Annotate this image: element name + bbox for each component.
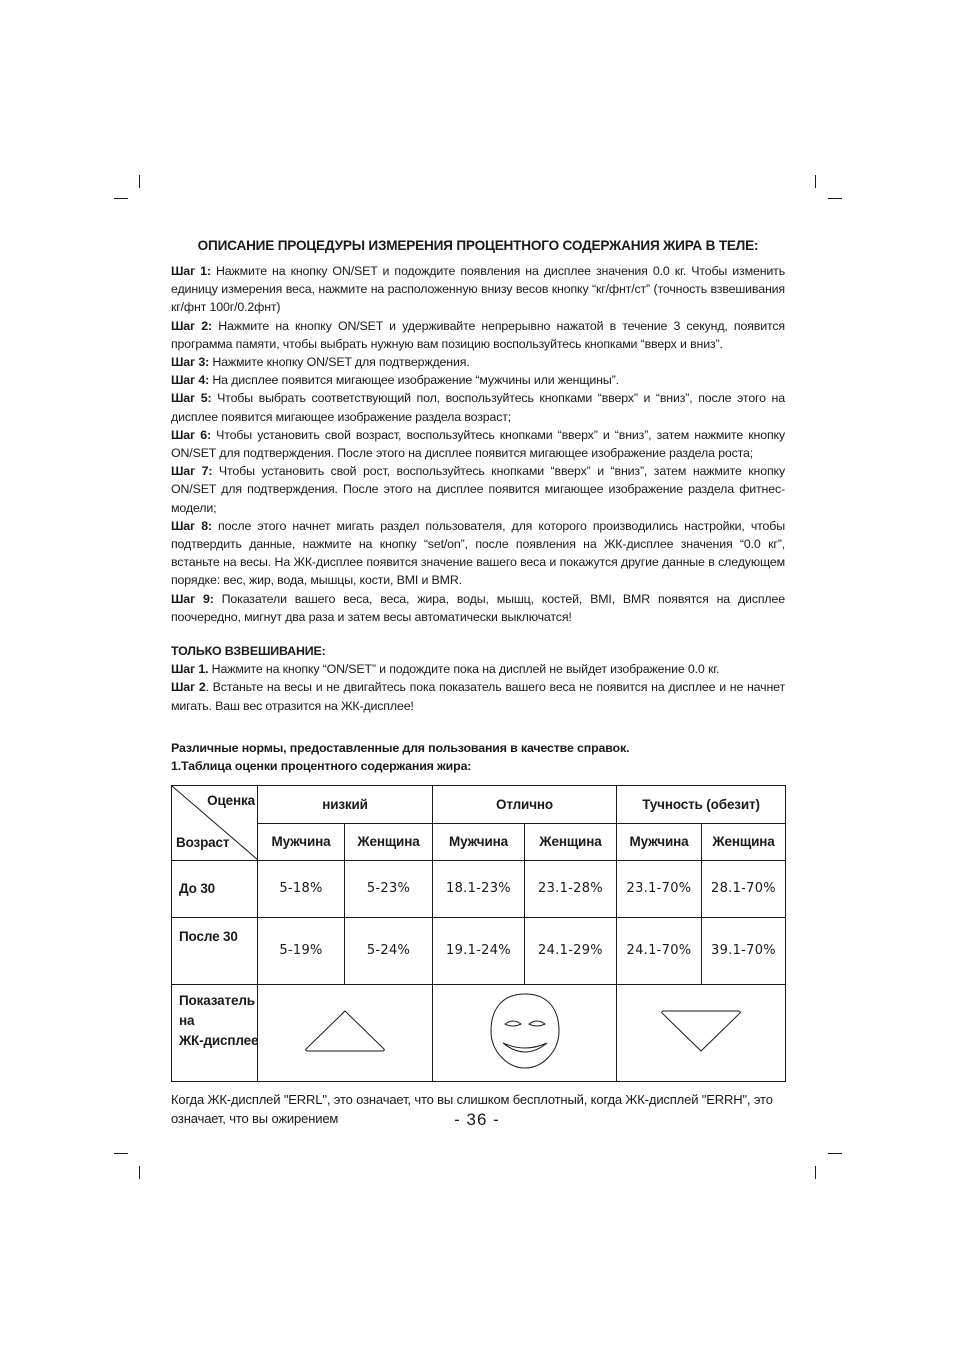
sex-header: Мужчина — [258, 824, 345, 861]
table-cell: 5-19% — [258, 918, 345, 985]
smiling-face-icon — [487, 991, 563, 1071]
table-cell: 5-23% — [345, 861, 433, 918]
crop-mark-top-left — [139, 175, 140, 188]
page-content — [171, 236, 785, 1128]
row-label: После 30 — [172, 918, 258, 985]
table-cell: 24.1-29% — [525, 918, 617, 985]
step-item — [171, 517, 785, 590]
step-label: Шаг 7: — [171, 464, 213, 479]
step-text: Чтобы установить свой возраст, воспользуйтесь кнопками “вверх” и “вниз”, затем нажмите кнопку ON/SET для подтверждения. После этого на дисплее появится мигающее изображение раздела роста; — [171, 427, 785, 461]
lcd-label-line: ЖК-дисплее — [179, 1033, 259, 1049]
row-label: До 30 — [172, 861, 258, 918]
step-text: Нажмите на кнопку ON/SET и подождите появления на дисплее значения 0.0 кг. Чтобы изменить единицу измерения веса, нажмите на расположенную внизу весов кнопку “кг/фнт/ст” (точность взвешивания кг/фнт 100г/0.2фнт) — [171, 264, 785, 315]
table-cell: 39.1-70% — [702, 918, 786, 985]
triangle-down-icon — [659, 1007, 743, 1055]
step-item — [171, 262, 785, 317]
body-fat-table — [171, 785, 786, 1082]
lcd-label-line: Показатель — [179, 993, 255, 1009]
lcd-icon-cell-low — [258, 985, 433, 1082]
crop-mark-bottom-left — [139, 1166, 140, 1179]
norms-title: Различные нормы, предоставленные для пользования в качестве справок. — [171, 740, 630, 755]
lcd-icon-cell-obese — [617, 985, 786, 1082]
step-label: Шаг 4: — [171, 373, 210, 388]
table-row-lcd — [172, 985, 786, 1082]
step-label: Шаг 5: — [171, 391, 212, 406]
weighing-step — [171, 660, 785, 678]
sex-header: Мужчина — [617, 824, 702, 861]
crop-mark-bottom-left — [114, 1153, 128, 1154]
table-cell: 23.1-28% — [525, 861, 617, 918]
step-label: Шаг 8: — [171, 518, 212, 533]
step-label: Шаг 1. — [171, 662, 209, 677]
group-header: низкий — [258, 786, 433, 824]
crop-mark-top-right — [815, 175, 816, 188]
step-item — [171, 389, 785, 425]
table-row — [172, 918, 786, 985]
step-label: Шаг 3: — [171, 355, 210, 370]
step-label: Шаг 1: — [171, 264, 211, 278]
table-corner-cell — [172, 786, 258, 861]
step-label: Шаг 2: — [171, 318, 212, 333]
crop-mark-top-right — [828, 198, 842, 199]
step-text: . Встаньте на весы и не двигайтесь пока показатель вашего веса не появится на дисплее и не начнет мигать. Ваш вес отразится на ЖК-дисплее! — [171, 680, 785, 713]
table-sex-row — [172, 824, 786, 861]
crop-mark-top-left — [114, 198, 128, 199]
table-header-row — [172, 786, 786, 824]
table-cell: 28.1-70% — [702, 861, 786, 918]
sex-header: Женщина — [345, 824, 433, 861]
step-text: после этого начнет мигать раздел пользователя, для которого производились настройки, чтобы подтвердить данные, нажмите на кнопку “set/on”, после появления на ЖК-дисплее значения “0.0 кг”, встаньте на весы. На ЖК-дисплее появится значение вашего веса и покажутся другие данные в следующем порядке: вес, жир, вода, мышцы, кости, BMI и BMR. — [171, 518, 785, 588]
lcd-icon-cell-excellent — [433, 985, 617, 1082]
procedure-steps — [171, 262, 785, 626]
group-header: Отлично — [433, 786, 617, 824]
lcd-label-line: на — [179, 1013, 195, 1029]
weighing-step — [171, 678, 785, 714]
step-label: Шаг 6: — [171, 427, 211, 442]
step-item — [171, 462, 785, 517]
step-text: Чтобы выбрать соответствующий пол, воспользуйтесь кнопками “вверх” и “вниз”, после этого на дисплее появится мигающее изображение раздела возраст; — [171, 391, 785, 424]
step-item — [171, 317, 785, 353]
step-item — [171, 353, 785, 371]
table-cell: 23.1-70% — [617, 861, 702, 918]
step-item — [171, 590, 785, 626]
error-note: Когда ЖК-дисплей "ERRL", это означает, что вы слишком бесплотный, когда ЖК-дисплей "ERRH", это означает, что вы ожирением — [171, 1092, 773, 1127]
step-item — [171, 371, 785, 389]
group-header: Тучность (обезит) — [617, 786, 786, 824]
weighing-title: ТОЛЬКО ВЗВЕШИВАНИЕ: — [171, 644, 326, 659]
step-text: Нажмите на кнопку ON/SET и удерживайте непрерывно нажатой в течение 3 секунд, появится программа памяти, чтобы выбрать нужную вам позицию воспользуйтесь кнопками “вверх и вниз”. — [171, 318, 785, 351]
table-cell: 24.1-70% — [617, 918, 702, 985]
table-row — [172, 861, 786, 918]
step-text: Показатели вашего веса, веса, жира, воды, мышц, костей, BMI, BMR появятся на дисплее поочередно, мигнут два раза и затем весы автоматически выключатся! — [171, 591, 785, 624]
step-text: Чтобы установить свой рост, воспользуйтесь кнопками “вверх” и “вниз”, затем нажмите кнопку ON/SET для подтверждения. После этого на дисплее появится мигающее изображение раздела фитнес-модели; — [171, 464, 785, 515]
corner-label-rating: Оценка — [207, 793, 255, 809]
step-text: На дисплее появится мигающее изображение “мужчины или женщины”. — [209, 373, 619, 388]
corner-label-age: Возраст — [176, 835, 230, 851]
sex-header: Мужчина — [433, 824, 525, 861]
norms-subtitle: 1.Таблица оценки процентного содержания жира: — [171, 759, 472, 774]
sex-header: Женщина — [525, 824, 617, 861]
step-text: Нажмите кнопку ON/SET для подтверждения. — [209, 355, 470, 370]
step-item — [171, 426, 785, 462]
crop-mark-bottom-right — [815, 1166, 816, 1179]
page-number: - 36 - — [454, 1110, 500, 1129]
table-cell: 18.1-23% — [433, 861, 525, 918]
step-label: Шаг 9: — [171, 591, 214, 606]
section-title: ОПИСАНИЕ ПРОЦЕДУРЫ ИЗМЕРЕНИЯ ПРОЦЕНТНОГО СОДЕРЖАНИЯ ЖИРА В ТЕЛЕ: — [197, 238, 759, 253]
sex-header: Женщина — [702, 824, 786, 861]
table-cell: 5-24% — [345, 918, 433, 985]
step-label: Шаг 2 — [171, 680, 206, 695]
crop-mark-bottom-right — [828, 1153, 842, 1154]
table-cell: 5-18% — [258, 861, 345, 918]
triangle-up-icon — [303, 1007, 387, 1055]
lcd-label-cell — [172, 985, 258, 1082]
table-cell: 19.1-24% — [433, 918, 525, 985]
step-text: Нажмите на кнопку “ON/SET” и подождите пока на дисплей не выйдет изображение 0.0 кг. — [208, 662, 720, 677]
